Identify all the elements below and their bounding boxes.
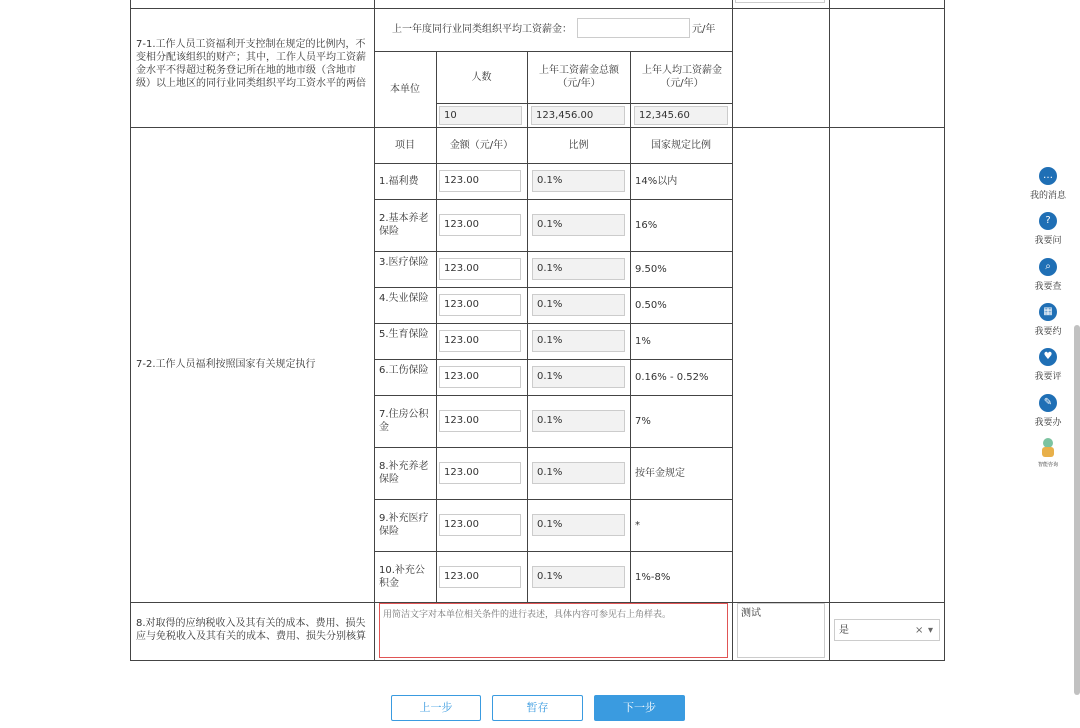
- scrollbar-thumb[interactable]: [1074, 325, 1080, 695]
- welfare-standard-value: 9.50%: [635, 264, 667, 275]
- section-7-1-label: 7-1.工作人员工资福利开支控制在规定的比例内，不变相分配该组织的财产；其中，工作人员平均工资薪金水平不得超过税务登记所在地的地市级（含地市级）以上地区的同行业同类组织平均工资水平的两倍: [136, 39, 366, 89]
- save-draft-button[interactable]: 暂存: [492, 695, 583, 721]
- welfare-item-label: 5.生育保险: [379, 329, 429, 340]
- welfare-amount-input[interactable]: 123.00: [439, 410, 521, 432]
- sidebar-label: 我要评: [1034, 372, 1062, 382]
- welfare-standard-value: 7%: [635, 416, 651, 427]
- welfare-item-label: 3.医疗保险: [379, 257, 429, 268]
- message-icon: …: [1039, 167, 1057, 185]
- welfare-item-label: 2.基本养老保险: [379, 213, 429, 237]
- sidebar-label: 我的消息: [1029, 191, 1066, 201]
- welfare-standard-value: 16%: [635, 220, 658, 231]
- sidebar-item[interactable]: [1026, 212, 1070, 246]
- sidebar-label: 我要问: [1034, 236, 1062, 246]
- welfare-amount-input[interactable]: 123.00: [439, 258, 521, 280]
- sidebar-label: 我要约: [1034, 327, 1062, 337]
- welfare-amount-input[interactable]: 123.00: [439, 330, 521, 352]
- welfare-standard-value: 0.16% - 0.52%: [635, 372, 709, 383]
- prev-step-button[interactable]: 上一步: [391, 695, 481, 721]
- header-item: 项目: [395, 140, 415, 151]
- welfare-ratio-value[interactable]: 0.1%: [532, 214, 625, 236]
- welfare-item-label: 10.补充公积金: [379, 564, 425, 589]
- welfare-amount-input[interactable]: 123.00: [439, 514, 521, 536]
- welfare-item-label: 1.福利费: [379, 175, 419, 187]
- welfare-ratio-value[interactable]: 0.1%: [532, 566, 625, 588]
- welfare-item-label: 8.补充养老保险: [379, 461, 429, 485]
- sidebar-item[interactable]: [1026, 394, 1070, 428]
- section-8-label: 8.对取得的应纳税收入及其有关的成本、费用、损失应与免税收入及其有关的成本、费用、损失分别核算: [136, 618, 366, 642]
- welfare-standard-value: *: [635, 520, 640, 531]
- welfare-ratio-value[interactable]: 0.1%: [532, 366, 625, 388]
- welfare-amount-input[interactable]: 123.00: [439, 170, 521, 192]
- chevron-down-icon[interactable]: ▾: [928, 625, 934, 636]
- remark-box[interactable]: [737, 603, 825, 658]
- industry-avg-unit: 元/年: [692, 24, 716, 35]
- header-standard: 国家规定比例: [651, 140, 711, 151]
- rate-icon: ♥: [1039, 348, 1057, 366]
- industry-avg-label: 上一年度同行业同类组织平均工资薪金：: [392, 24, 572, 35]
- header-ratio: 比例: [568, 140, 589, 151]
- welfare-ratio-value[interactable]: 0.1%: [532, 330, 625, 352]
- robot-icon: [1040, 438, 1056, 458]
- total-salary-value[interactable]: 123,456.00: [531, 106, 625, 125]
- select-value: 是: [839, 625, 849, 636]
- sidebar-label: 我要查: [1034, 282, 1062, 292]
- smart-assistant[interactable]: [1026, 438, 1070, 468]
- search-icon: ⌕: [1039, 258, 1057, 276]
- welfare-standard-value: 按年金规定: [635, 468, 685, 479]
- welfare-ratio-value[interactable]: 0.1%: [532, 170, 625, 192]
- section-7-2-label: 7-2.工作人员福利按照国家有关规定执行: [136, 359, 316, 370]
- headcount-value[interactable]: 10: [439, 106, 522, 125]
- welfare-ratio-value[interactable]: 0.1%: [532, 462, 625, 484]
- total-salary-header: 上年工资薪金总额（元/年）: [539, 65, 619, 89]
- welfare-ratio-value[interactable]: 0.1%: [532, 294, 625, 316]
- industry-avg-input[interactable]: [577, 18, 690, 38]
- sidebar-label: 我要办: [1034, 418, 1062, 428]
- welfare-standard-value: 1%: [635, 336, 651, 347]
- welfare-item-label: 9.补充医疗保险: [379, 513, 429, 537]
- welfare-item-label: 7.住房公积金: [379, 409, 429, 433]
- welfare-ratio-value[interactable]: 0.1%: [532, 514, 625, 536]
- welfare-standard-value: 1%-8%: [635, 571, 671, 583]
- clear-icon[interactable]: ×: [915, 625, 924, 636]
- welfare-ratio-value[interactable]: 0.1%: [532, 410, 625, 432]
- question-icon: ?: [1039, 212, 1057, 230]
- welfare-standard-value: 0.50%: [635, 300, 667, 311]
- yes-no-select[interactable]: [834, 619, 940, 641]
- headcount-header: 人数: [471, 72, 492, 83]
- calendar-icon: ▦: [1039, 303, 1057, 321]
- welfare-amount-input[interactable]: 123.00: [439, 366, 521, 388]
- unit-label: 本单位: [390, 84, 420, 95]
- welfare-item-label: 4.失业保险: [379, 293, 429, 304]
- welfare-amount-input[interactable]: 123.00: [439, 214, 521, 236]
- welfare-amount-input[interactable]: 123.00: [439, 294, 521, 316]
- welfare-item-label: 6.工伤保险: [379, 365, 429, 376]
- sidebar-item[interactable]: [1026, 258, 1070, 292]
- sidebar-item[interactable]: [1026, 303, 1070, 337]
- edit-icon: ✎: [1039, 394, 1057, 412]
- assistant-label: 智能咨询: [1037, 462, 1058, 468]
- welfare-ratio-value[interactable]: 0.1%: [532, 258, 625, 280]
- welfare-amount-input[interactable]: 123.00: [439, 462, 521, 484]
- description-textarea[interactable]: [379, 603, 728, 658]
- welfare-amount-input[interactable]: 123.00: [439, 566, 521, 588]
- header-amount: 金额（元/年）: [449, 140, 514, 151]
- remark-text: 测试: [741, 608, 761, 619]
- next-step-button[interactable]: 下一步: [594, 695, 685, 721]
- sidebar-item[interactable]: [1026, 167, 1070, 201]
- welfare-standard-value: 14%以内: [635, 176, 678, 187]
- sidebar-item[interactable]: [1026, 348, 1070, 382]
- avg-salary-value[interactable]: 12,345.60: [634, 106, 728, 125]
- avg-salary-header: 上年人均工资薪金（元/年）: [642, 65, 722, 89]
